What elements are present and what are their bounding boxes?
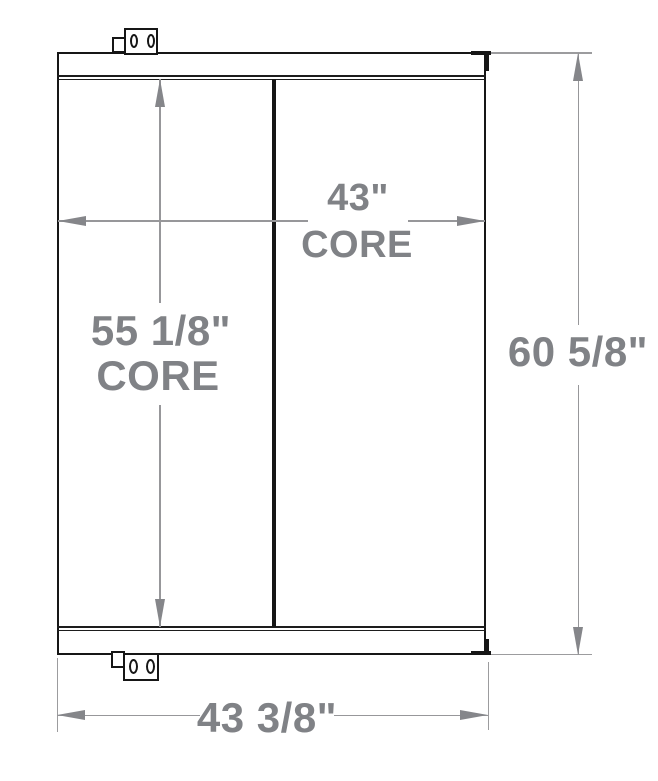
core-height-arrow-up-icon	[155, 79, 165, 107]
top-tank-seam-line-upper	[57, 75, 486, 77]
overall-width-arrow-left-icon	[57, 710, 85, 720]
bottom-bracket-hole-right	[146, 659, 155, 674]
overall-width-value: 43 3/8"	[196, 694, 338, 741]
overall-width-arrow-right-icon	[460, 710, 488, 720]
core-height-arrow-down-icon	[155, 599, 165, 627]
core-height-dim-line-bottom	[159, 405, 161, 627]
overall-height-value: 60 5/8"	[507, 328, 649, 375]
core-width-dim-line-left	[58, 220, 308, 222]
top-bracket-hole-right	[147, 34, 155, 48]
core-width-arrow-left-icon	[58, 216, 86, 226]
bottom-bracket-hole-left	[129, 659, 138, 674]
overall-height-arrow-up-icon	[573, 53, 583, 81]
bottom-right-flange-stem	[486, 639, 490, 652]
core-divider-line	[272, 79, 276, 627]
core-width-label: CORE	[301, 224, 413, 266]
core-width-value: 43"	[327, 177, 389, 219]
bottom-mounting-bracket	[123, 653, 159, 682]
core-width-arrow-right-icon	[457, 216, 485, 226]
overall-height-dim-line-bottom	[578, 385, 580, 655]
top-right-flange-stem	[486, 54, 490, 71]
top-mounting-bracket	[124, 28, 158, 55]
core-height-value: 55 1/8"	[90, 307, 232, 354]
top-bracket-hole-left	[130, 34, 138, 48]
bottom-tank-seam-line-lower	[57, 630, 486, 632]
overall-height-arrow-down-icon	[573, 627, 583, 655]
overall-height-dim-line-top	[578, 53, 580, 325]
core-height-dim-line-top	[159, 79, 161, 303]
overall-width-ext-line-left	[57, 658, 59, 732]
core-height-label: CORE	[96, 352, 220, 399]
